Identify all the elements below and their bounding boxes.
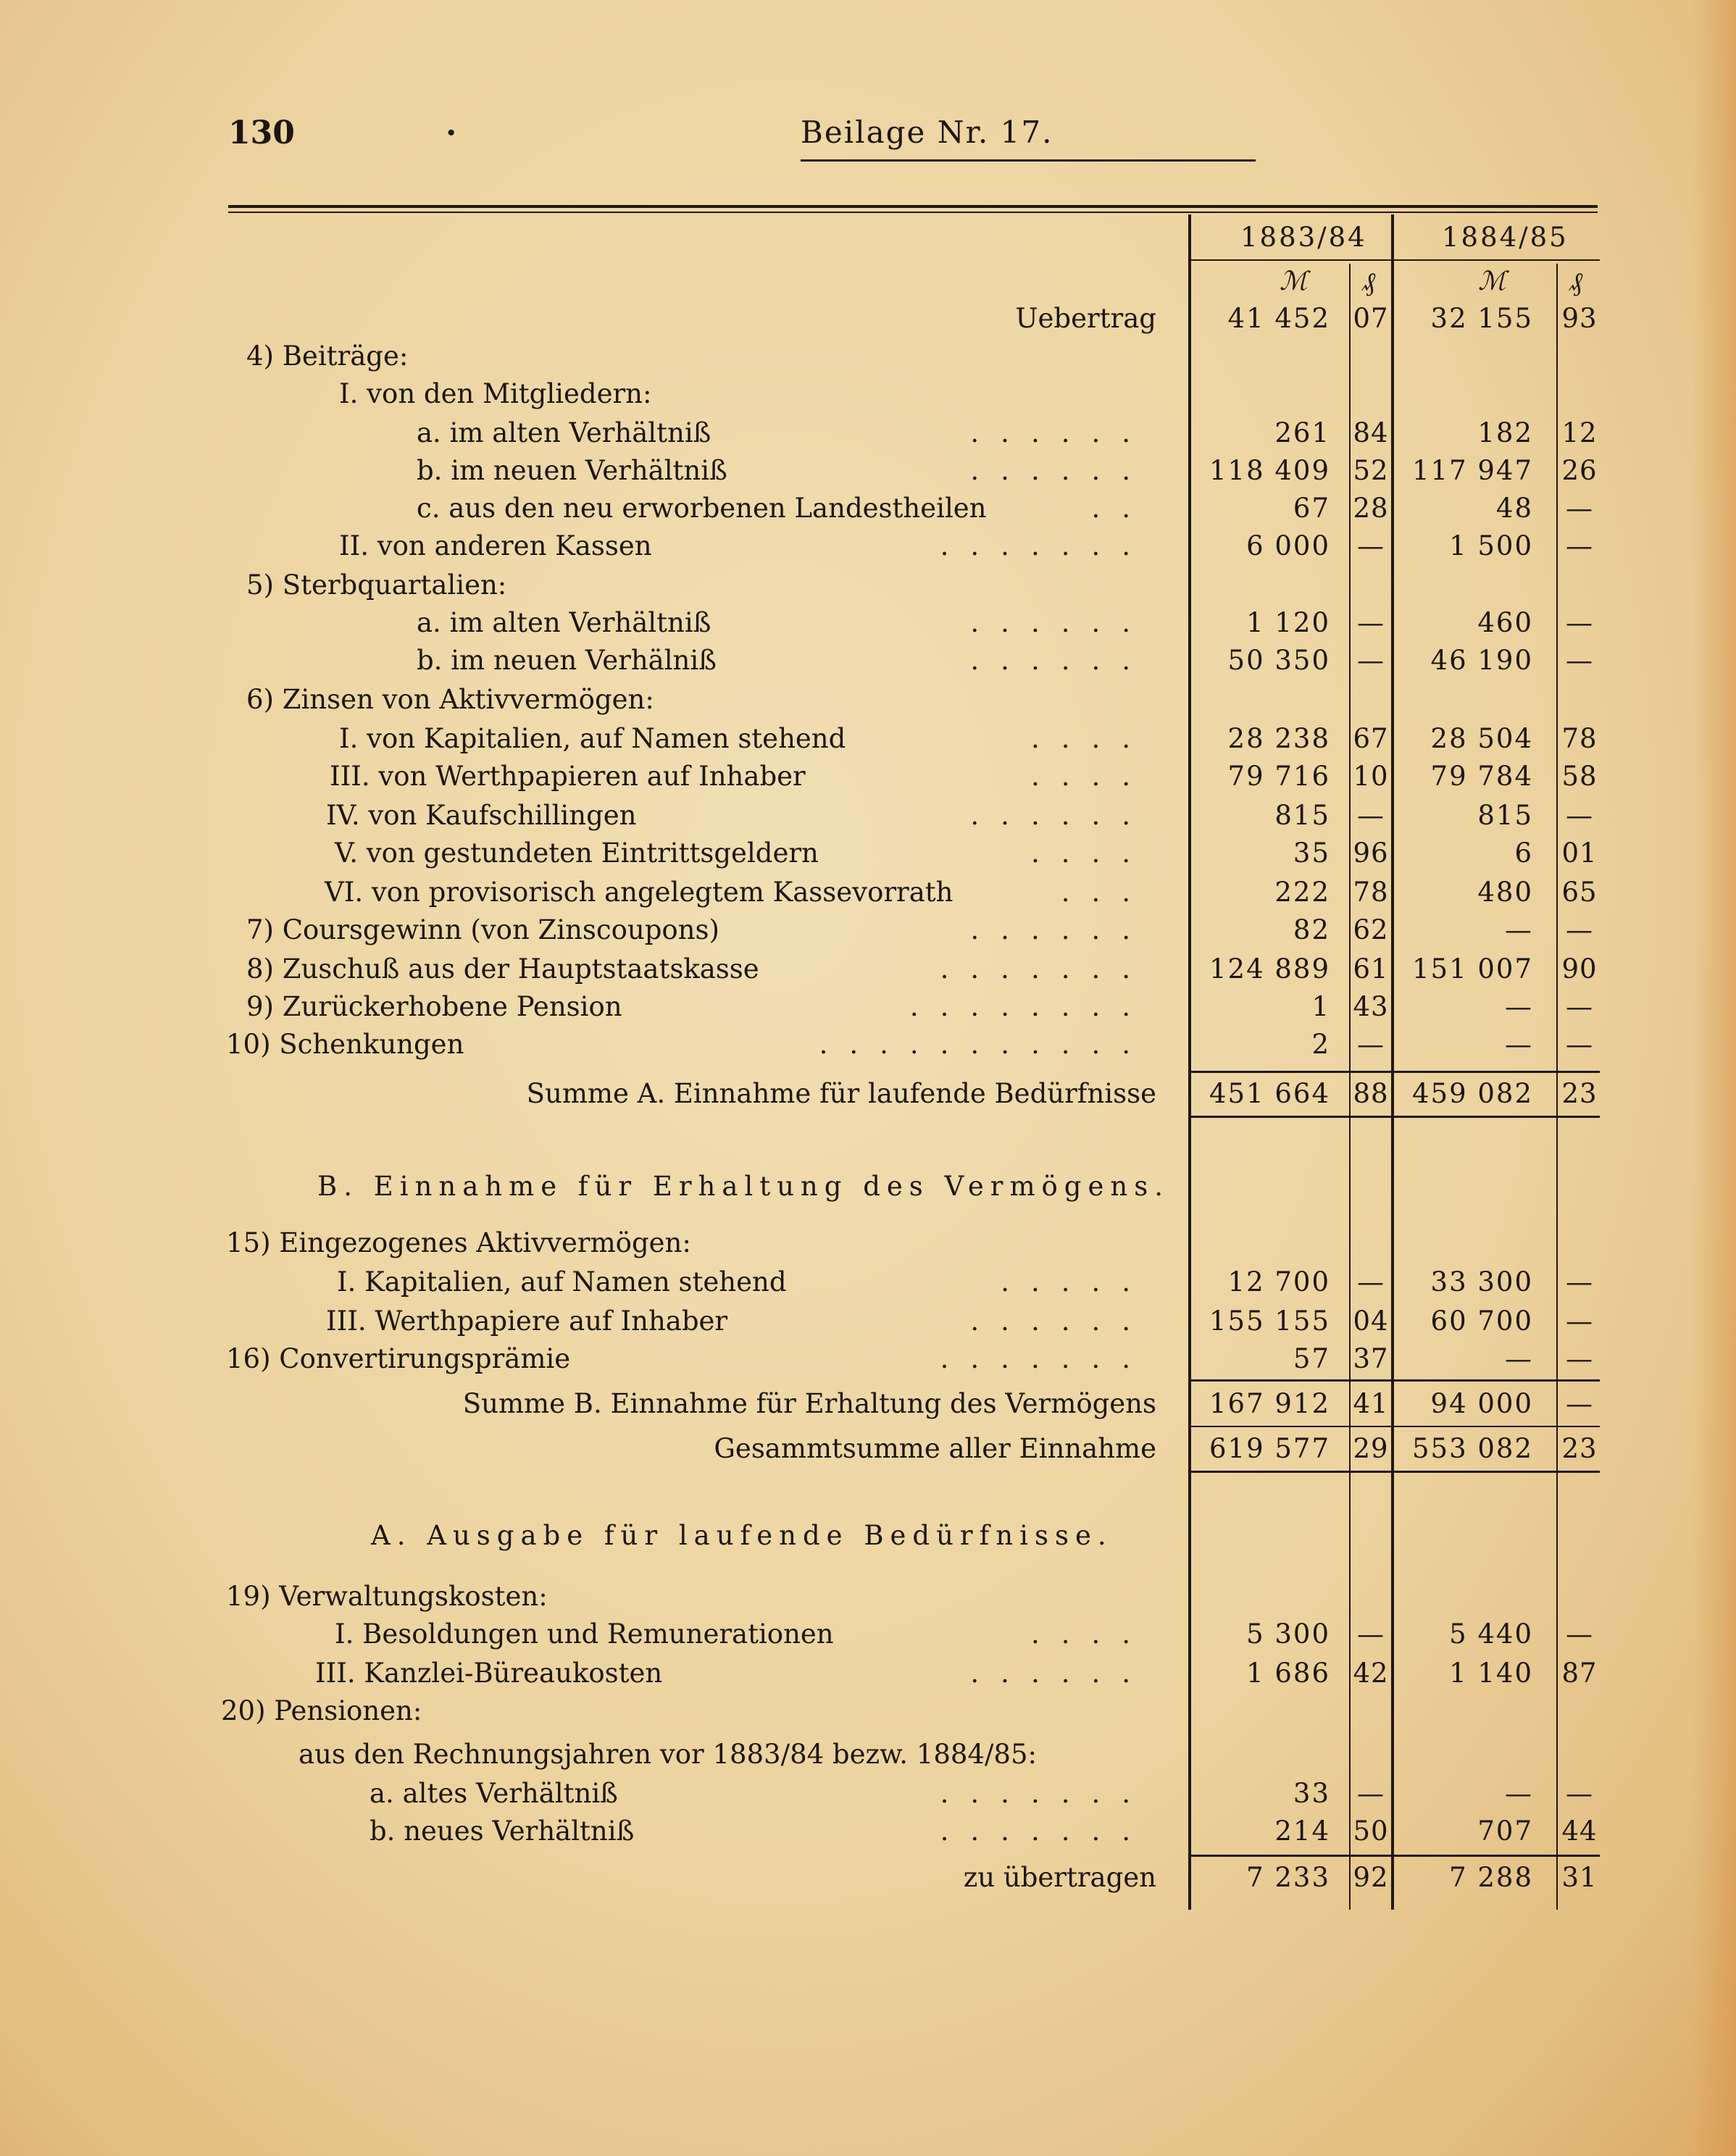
leader-dots: ... <box>1061 877 1152 908</box>
table-row <box>0 911 1736 949</box>
value-mark-1884: 117 947 <box>1411 455 1533 486</box>
table-row <box>0 1340 1736 1378</box>
table-row <box>0 1224 1736 1262</box>
row-label: b. im neuen Verhältniß <box>417 455 727 486</box>
value-pf-1884: 44 <box>1561 1816 1598 1847</box>
value-pf-1883: 29 <box>1353 1433 1389 1464</box>
row-label: a. altes Verhältniß <box>370 1778 618 1809</box>
row-label: 6) Zinsen von Aktivvermögen: <box>246 684 654 715</box>
table-row <box>0 720 1736 758</box>
table-row <box>0 1692 1736 1730</box>
value-mark-1883: 1 120 <box>1246 607 1330 638</box>
table-row <box>0 300 1736 338</box>
value-pf-1884: — <box>1566 607 1593 638</box>
value-pf-1884: — <box>1566 1343 1593 1374</box>
year-header-1884-85: 1884/85 <box>1442 222 1569 253</box>
value-mark-1883: 815 <box>1274 800 1330 831</box>
value-mark-1883: 57 <box>1293 1343 1330 1374</box>
leader-dots: ....... <box>940 1343 1152 1374</box>
value-mark-1883: 261 <box>1274 417 1330 448</box>
value-pf-1883: 67 <box>1353 723 1389 754</box>
table-row-total <box>0 1430 1736 1468</box>
row-label: 16) Convertirungsprämie <box>226 1343 571 1374</box>
row-label: a. im alten Verhältniß <box>417 417 711 448</box>
value-mark-1884: 32 155 <box>1430 303 1533 334</box>
value-mark-1883: 1 686 <box>1246 1658 1330 1689</box>
table-row <box>0 527 1736 565</box>
table-row <box>0 835 1736 872</box>
value-pf-1883: 28 <box>1353 493 1389 524</box>
table-row-carry <box>0 1859 1736 1897</box>
value-mark-1884: 7 288 <box>1449 1862 1533 1893</box>
row-label: III. von Werthpapieren auf Inhaber <box>330 761 806 792</box>
leader-dots: .. <box>1091 493 1152 524</box>
row-label: V. von gestundeten Eintrittsgeldern <box>335 837 819 869</box>
table-row <box>0 874 1736 911</box>
row-label: 7) Coursgewinn (von Zinscoupons) <box>246 914 719 945</box>
value-pf-1884: — <box>1566 1778 1593 1809</box>
value-mark-1884: 459 082 <box>1411 1078 1533 1109</box>
value-mark-1883: 82 <box>1293 914 1330 945</box>
value-pf-1883: 78 <box>1353 877 1389 908</box>
value-pf-1884: 78 <box>1561 723 1598 754</box>
value-pf-1884: 93 <box>1561 303 1598 334</box>
value-mark-1884: 5 440 <box>1449 1618 1533 1650</box>
value-mark-1884: — <box>1505 991 1533 1022</box>
value-pf-1883: — <box>1357 530 1385 561</box>
value-pf-1884: — <box>1566 1305 1593 1337</box>
row-label: aus den Rechnungsjahren vor 1883/84 bezw. 1884/85: <box>299 1739 1037 1770</box>
page-title: Beilage Nr. 17. <box>801 114 1053 150</box>
value-pf-1884: 58 <box>1561 761 1598 792</box>
row-label: 8) Zuschuß aus der Hauptstaatskasse <box>246 953 759 985</box>
table-row <box>0 642 1736 680</box>
value-pf-1884: 26 <box>1561 455 1598 486</box>
value-mark-1884: — <box>1505 1778 1533 1809</box>
value-mark-1884: 60 700 <box>1430 1305 1533 1337</box>
value-pf-1883: 10 <box>1353 761 1389 792</box>
table-row <box>0 1578 1736 1616</box>
value-mark-1883: 118 409 <box>1209 455 1330 486</box>
value-mark-1884: 553 082 <box>1411 1433 1533 1464</box>
value-pf-1883: 42 <box>1353 1658 1389 1689</box>
value-pf-1884: — <box>1566 645 1593 676</box>
value-mark-1883: 33 <box>1293 1778 1330 1809</box>
value-pf-1884: — <box>1566 991 1593 1022</box>
value-mark-1884: 815 <box>1477 800 1533 831</box>
leader-dots: ....... <box>940 530 1152 561</box>
leader-dots: ...... <box>970 645 1152 676</box>
row-label: a. im alten Verhältniß <box>417 607 711 638</box>
row-label: Uebertrag <box>1015 303 1156 334</box>
value-mark-1884: 707 <box>1477 1816 1533 1847</box>
table-row <box>0 758 1736 795</box>
value-pf-1884: — <box>1566 530 1593 561</box>
leader-dots: ...... <box>970 1305 1152 1337</box>
value-mark-1884: 6 <box>1514 837 1533 869</box>
table-row-sum <box>0 1075 1736 1113</box>
table-row <box>0 1303 1736 1340</box>
row-label: VI. von provisorisch angelegtem Kassevorrath <box>325 877 953 908</box>
table-row <box>0 567 1736 604</box>
value-pf-1883: — <box>1357 645 1385 676</box>
value-mark-1883: 7 233 <box>1246 1862 1330 1893</box>
leader-dots: ........ <box>909 991 1152 1022</box>
row-label: 9) Zurückerhobene Pension <box>246 991 622 1022</box>
pf-unit-2: ₰ <box>1569 267 1582 297</box>
value-mark-1883: 5 300 <box>1246 1618 1330 1650</box>
table-row <box>0 375 1736 413</box>
value-pf-1883: 88 <box>1353 1078 1389 1109</box>
row-label: 19) Verwaltungskosten: <box>226 1581 548 1612</box>
value-pf-1884: 31 <box>1561 1862 1598 1893</box>
leader-dots: ....... <box>940 1816 1152 1847</box>
table-row <box>0 1026 1736 1064</box>
value-pf-1883: 61 <box>1353 953 1389 985</box>
row-label: Summe B. Einnahme für Erhaltung des Vermögens <box>462 1388 1156 1419</box>
table-row-sum <box>0 1385 1736 1423</box>
row-label: b. im neuen Verhälniß <box>417 645 717 676</box>
table-row <box>0 1655 1736 1692</box>
mark-unit-2: ℳ <box>1478 267 1506 296</box>
value-mark-1883: 67 <box>1293 493 1330 524</box>
table-row <box>0 1263 1736 1301</box>
row-label: III. Kanzlei-Büreaukosten <box>315 1658 663 1689</box>
table-row <box>0 797 1736 835</box>
value-mark-1883: 50 350 <box>1227 645 1330 676</box>
value-mark-1884: 1 140 <box>1449 1658 1533 1689</box>
leader-dots: ...... <box>970 607 1152 638</box>
value-mark-1883: 6 000 <box>1246 530 1330 561</box>
value-mark-1884: — <box>1505 914 1533 945</box>
row-label: 20) Pensionen: <box>221 1695 422 1726</box>
value-mark-1884: 48 <box>1495 493 1533 524</box>
value-mark-1884: 460 <box>1477 607 1533 638</box>
leader-dots: ...... <box>970 417 1152 448</box>
value-mark-1883: 619 577 <box>1209 1433 1330 1464</box>
row-label: II. von anderen Kassen <box>339 530 652 561</box>
value-pf-1883: 50 <box>1353 1816 1389 1847</box>
value-mark-1883: 41 452 <box>1227 303 1330 334</box>
leader-dots: .... <box>1030 1618 1152 1650</box>
value-pf-1884: 65 <box>1561 877 1598 908</box>
value-mark-1884: 33 300 <box>1430 1266 1533 1298</box>
table-row <box>0 414 1736 452</box>
value-pf-1883: 84 <box>1353 417 1389 448</box>
page-number: 130 <box>228 114 295 151</box>
row-label: IV. von Kaufschillingen <box>326 800 637 831</box>
section-heading <box>0 1168 1736 1206</box>
row-label: I. von den Mitgliedern: <box>339 378 652 409</box>
value-mark-1884: 151 007 <box>1411 953 1533 985</box>
value-pf-1883: 43 <box>1353 991 1389 1022</box>
value-mark-1883: 222 <box>1274 877 1330 908</box>
row-label: b. neues Verhältniß <box>370 1816 635 1847</box>
pf-unit-1: ₰ <box>1362 267 1375 297</box>
value-pf-1884: 23 <box>1561 1433 1598 1464</box>
leader-dots: ..... <box>1001 1266 1152 1298</box>
table-row <box>0 604 1736 642</box>
section-title: B. Einnahme für Erhaltung des Vermögens. <box>317 1171 1169 1202</box>
mark-unit-1: ℳ <box>1280 267 1308 296</box>
value-pf-1883: — <box>1357 607 1385 638</box>
value-pf-1884: — <box>1566 914 1593 945</box>
row-label: Gesammtsumme aller Einnahme <box>714 1433 1156 1464</box>
table-row <box>0 950 1736 988</box>
value-pf-1883: 62 <box>1353 914 1389 945</box>
row-label: 4) Beiträge: <box>246 340 409 372</box>
value-pf-1884: — <box>1566 1618 1593 1650</box>
table-row <box>0 1616 1736 1653</box>
section-heading <box>0 1517 1736 1555</box>
value-mark-1883: 35 <box>1293 837 1330 869</box>
value-mark-1884: 79 784 <box>1430 761 1533 792</box>
value-pf-1883: — <box>1357 1618 1385 1650</box>
value-pf-1884: 90 <box>1561 953 1598 985</box>
value-mark-1884: 28 504 <box>1430 723 1533 754</box>
value-mark-1884: 480 <box>1477 877 1533 908</box>
header-dot: · <box>446 114 457 151</box>
value-mark-1884: 94 000 <box>1430 1388 1533 1419</box>
value-pf-1884: — <box>1566 1266 1593 1298</box>
value-mark-1883: 2 <box>1311 1029 1330 1060</box>
leader-dots: .... <box>1030 761 1152 792</box>
value-pf-1883: 96 <box>1353 837 1389 869</box>
leader-dots: .... <box>1030 837 1152 869</box>
row-label: Summe A. Einnahme für laufende Bedürfnisse <box>526 1078 1156 1109</box>
section-title: A. Ausgabe für laufende Bedürfnisse. <box>371 1520 1113 1551</box>
value-mark-1883: 214 <box>1274 1816 1330 1847</box>
table-row <box>0 681 1736 719</box>
value-pf-1884: 87 <box>1561 1658 1598 1689</box>
value-pf-1883: 52 <box>1353 455 1389 486</box>
value-mark-1883: 155 155 <box>1209 1305 1330 1337</box>
value-pf-1883: 41 <box>1353 1388 1389 1419</box>
value-pf-1883: — <box>1357 1778 1385 1809</box>
value-mark-1883: 451 664 <box>1209 1078 1330 1109</box>
table-row <box>0 452 1736 490</box>
value-mark-1883: 124 889 <box>1209 953 1330 985</box>
leader-dots: ....... <box>940 1778 1152 1809</box>
value-mark-1883: 12 700 <box>1227 1266 1330 1298</box>
leader-dots: ...... <box>970 800 1152 831</box>
row-label: 15) Eingezogenes Aktivvermögen: <box>226 1227 691 1258</box>
value-pf-1884: — <box>1566 493 1593 524</box>
value-mark-1883: 167 912 <box>1209 1388 1330 1419</box>
value-mark-1884: — <box>1505 1029 1533 1060</box>
value-mark-1884: 46 190 <box>1430 645 1533 676</box>
value-mark-1883: 1 <box>1311 991 1330 1022</box>
leader-dots: ....... <box>940 953 1152 985</box>
table-row <box>0 490 1736 527</box>
table-row <box>0 338 1736 375</box>
value-pf-1884: 12 <box>1561 417 1598 448</box>
row-label: 10) Schenkungen <box>226 1029 464 1060</box>
value-pf-1883: — <box>1357 800 1385 831</box>
value-mark-1884: 1 500 <box>1449 530 1533 561</box>
value-pf-1883: 37 <box>1353 1343 1389 1374</box>
table-row <box>0 988 1736 1026</box>
value-pf-1883: — <box>1357 1029 1385 1060</box>
row-label: zu übertragen <box>963 1862 1156 1893</box>
year-header-1883-84: 1883/84 <box>1240 222 1367 253</box>
leader-dots: ...... <box>970 455 1152 486</box>
value-pf-1884: — <box>1566 1029 1593 1060</box>
row-label: 5) Sterbquartalien: <box>246 569 507 601</box>
value-pf-1884: 01 <box>1561 837 1598 869</box>
leader-dots: ...... <box>970 914 1152 945</box>
row-label: III. Werthpapiere auf Inhaber <box>326 1305 728 1337</box>
leader-dots: ........... <box>819 1029 1152 1060</box>
row-label: I. Kapitalien, auf Namen stehend <box>337 1266 787 1298</box>
value-pf-1884: 23 <box>1561 1078 1598 1109</box>
value-mark-1884: — <box>1505 1343 1533 1374</box>
value-mark-1883: 28 238 <box>1227 723 1330 754</box>
leader-dots: ...... <box>970 1658 1152 1689</box>
table-row <box>0 1813 1736 1850</box>
value-pf-1883: 04 <box>1353 1305 1389 1337</box>
value-pf-1884: — <box>1566 1388 1593 1419</box>
value-pf-1883: — <box>1357 1266 1385 1298</box>
value-pf-1884: — <box>1566 800 1593 831</box>
row-label: I. von Kapitalien, auf Namen stehend <box>339 723 846 754</box>
table-row <box>0 1775 1736 1813</box>
value-pf-1883: 07 <box>1353 303 1389 334</box>
value-pf-1883: 92 <box>1353 1862 1389 1893</box>
row-label: c. aus den neu erworbenen Landestheilen <box>417 493 987 524</box>
value-mark-1884: 182 <box>1477 417 1533 448</box>
row-label: I. Besoldungen und Remunerationen <box>335 1618 834 1650</box>
table-row <box>0 1736 1736 1773</box>
value-mark-1883: 79 716 <box>1227 761 1330 792</box>
leader-dots: .... <box>1030 723 1152 754</box>
